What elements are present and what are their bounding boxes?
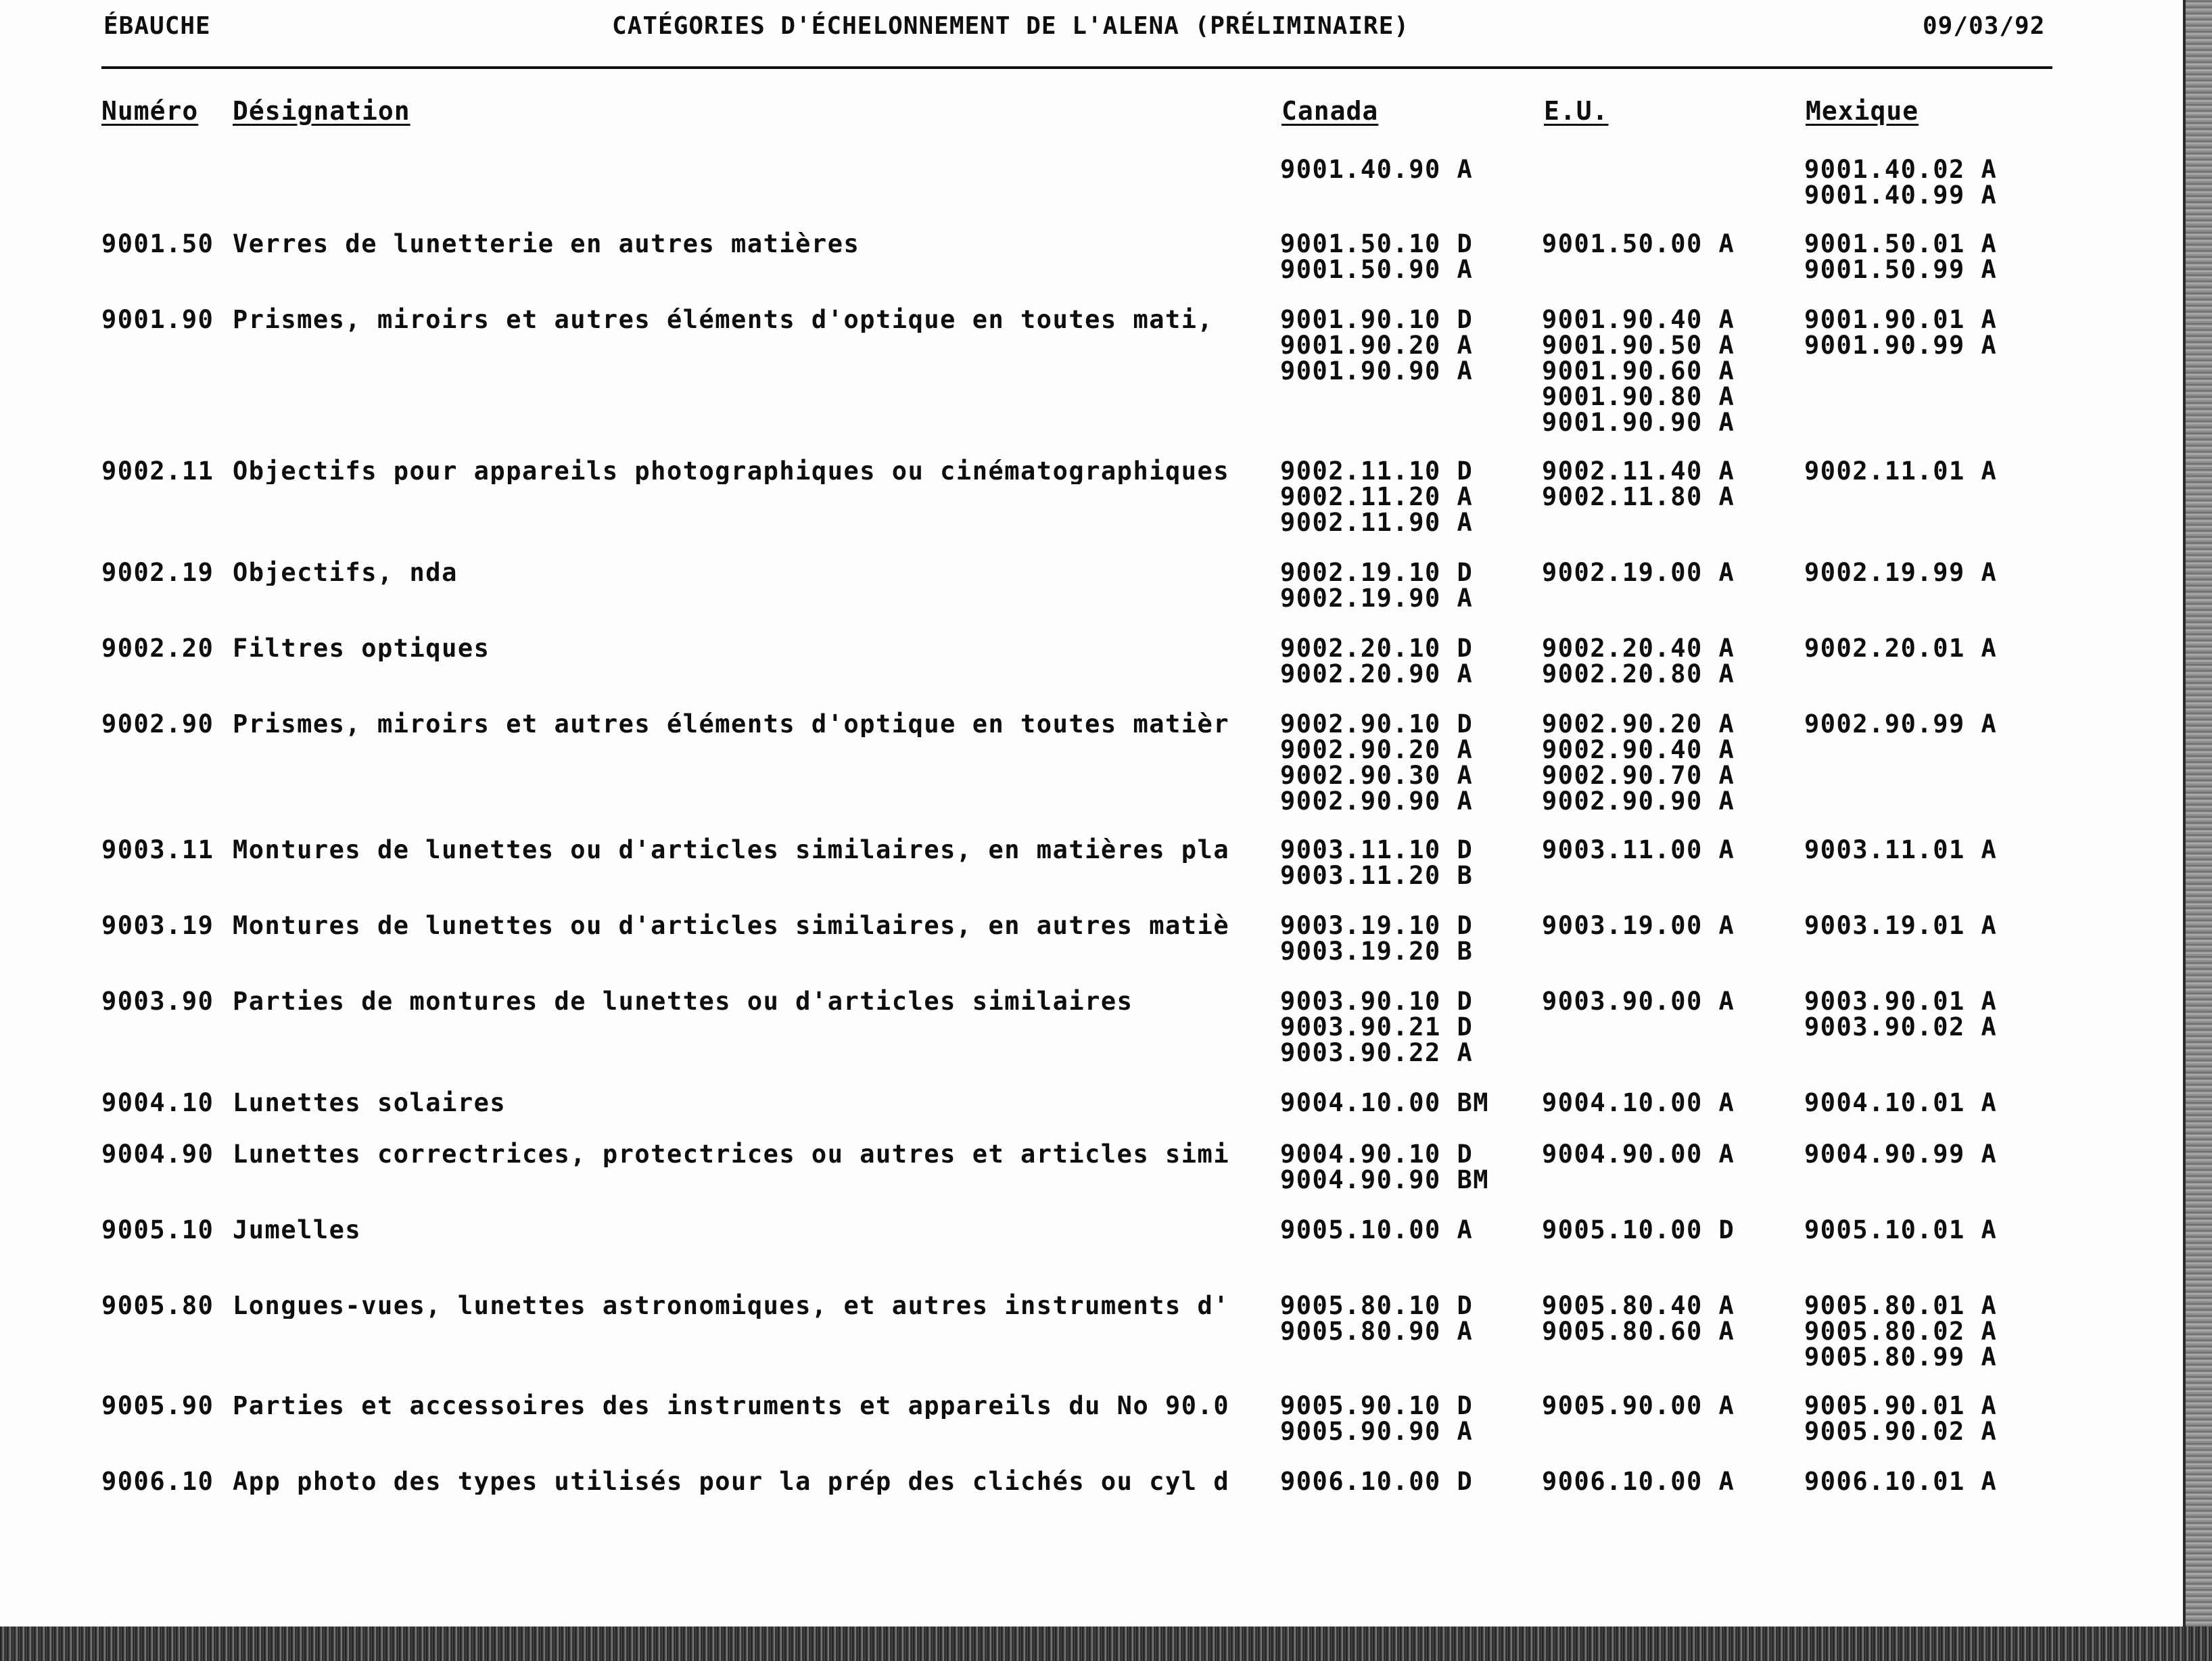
tariff-code: 9005.80.90 A bbox=[1280, 1317, 1474, 1346]
tariff-code: 9003.90.10 D bbox=[1280, 987, 1474, 1016]
mexique-codes bbox=[1804, 837, 1997, 863]
eu-codes bbox=[1542, 711, 1735, 814]
row-designation: Prismes, miroirs et autres éléments d'optique en toutes mati, bbox=[233, 307, 1214, 333]
tariff-code: 9005.90.02 A bbox=[1804, 1417, 1998, 1446]
tariff-code: 9001.90.80 A bbox=[1542, 382, 1735, 411]
scan-edge-bottom bbox=[0, 1627, 2212, 1661]
document-date: 09/03/92 bbox=[1923, 12, 2046, 40]
tariff-code: 9003.19.10 D bbox=[1280, 911, 1474, 940]
mexique-codes bbox=[1804, 1217, 1997, 1243]
row-numero: 9004.10 bbox=[101, 1088, 214, 1117]
row-numero: 9002.19 bbox=[101, 558, 214, 587]
tariff-code: 9005.90.10 D bbox=[1280, 1391, 1474, 1420]
tariff-code: 9001.90.60 A bbox=[1542, 356, 1735, 385]
eu-codes bbox=[1542, 837, 1735, 863]
canada-codes bbox=[1280, 560, 1473, 611]
tariff-code: 9002.11.01 A bbox=[1804, 457, 1998, 486]
column-header-designation: Désignation bbox=[233, 96, 410, 126]
row-numero: 9005.10 bbox=[101, 1215, 214, 1244]
page-title: CATÉGORIES D'ÉCHELONNEMENT DE L'ALENA (PRÉLIMINAIRE) bbox=[612, 12, 1410, 40]
tariff-code: 9002.11.80 A bbox=[1542, 482, 1735, 511]
row-numero: 9003.19 bbox=[101, 911, 214, 940]
row-numero: 9004.90 bbox=[101, 1140, 214, 1169]
row-designation: Filtres optiques bbox=[233, 636, 490, 661]
canada-codes bbox=[1280, 1469, 1473, 1495]
header-rule bbox=[101, 66, 2052, 69]
mexique-codes bbox=[1804, 1469, 1997, 1495]
tariff-code: 9005.90.01 A bbox=[1804, 1391, 1998, 1420]
tariff-code: 9002.90.90 A bbox=[1280, 787, 1474, 816]
column-header-mexique: Mexique bbox=[1806, 96, 1919, 126]
tariff-code: 9005.80.40 A bbox=[1542, 1291, 1735, 1320]
mexique-codes bbox=[1804, 1090, 1997, 1116]
tariff-code: 9005.80.01 A bbox=[1804, 1291, 1998, 1320]
tariff-code: 9005.10.01 A bbox=[1804, 1215, 1998, 1244]
row-numero: 9001.90 bbox=[101, 305, 214, 334]
eu-codes bbox=[1542, 307, 1735, 436]
tariff-code: 9003.11.01 A bbox=[1804, 835, 1998, 864]
tariff-code: 9005.90.90 A bbox=[1280, 1417, 1474, 1446]
row-designation: Prismes, miroirs et autres éléments d'optique en toutes matièr bbox=[233, 711, 1230, 737]
tariff-code: 9002.90.70 A bbox=[1542, 761, 1735, 790]
eu-codes bbox=[1542, 1293, 1735, 1344]
tariff-code: 9002.20.80 A bbox=[1542, 659, 1735, 688]
scan-edge-right bbox=[2186, 0, 2212, 1661]
row-designation: Parties et accessoires des instruments et appareils du No 90.0 bbox=[233, 1393, 1230, 1419]
tariff-code: 9004.10.01 A bbox=[1804, 1088, 1998, 1117]
eu-codes bbox=[1542, 913, 1735, 939]
canada-codes bbox=[1280, 989, 1473, 1066]
tariff-code: 9001.40.99 A bbox=[1804, 181, 1998, 210]
tariff-code: 9002.11.40 A bbox=[1542, 457, 1735, 486]
row-numero: 9005.80 bbox=[101, 1291, 214, 1320]
tariff-code: 9003.11.00 A bbox=[1542, 835, 1735, 864]
eu-codes bbox=[1542, 560, 1735, 586]
eu-codes bbox=[1542, 1217, 1735, 1243]
tariff-code: 9001.50.00 A bbox=[1542, 229, 1735, 258]
tariff-code: 9002.11.90 A bbox=[1280, 508, 1474, 537]
row-designation: Objectifs pour appareils photographiques ou cinématographiques bbox=[233, 459, 1230, 484]
tariff-code: 9003.11.10 D bbox=[1280, 835, 1474, 864]
tariff-code: 9005.90.00 A bbox=[1542, 1391, 1735, 1420]
tariff-code: 9002.19.00 A bbox=[1542, 558, 1735, 587]
tariff-code: 9006.10.00 A bbox=[1542, 1467, 1735, 1496]
canada-codes bbox=[1280, 711, 1473, 814]
tariff-code: 9001.90.10 D bbox=[1280, 305, 1474, 334]
tariff-code: 9001.90.99 A bbox=[1804, 331, 1998, 360]
canada-codes bbox=[1280, 1393, 1473, 1445]
canada-codes bbox=[1280, 913, 1473, 964]
eu-codes bbox=[1542, 231, 1735, 257]
tariff-code: 9006.10.01 A bbox=[1804, 1467, 1998, 1496]
row-designation: Longues-vues, lunettes astronomiques, et autres instruments d' bbox=[233, 1293, 1230, 1319]
tariff-code: 9006.10.00 D bbox=[1280, 1467, 1474, 1496]
eu-codes bbox=[1542, 636, 1735, 687]
eu-codes bbox=[1542, 989, 1735, 1014]
canada-codes bbox=[1280, 231, 1473, 283]
eu-codes bbox=[1542, 1393, 1735, 1419]
tariff-code: 9002.20.01 A bbox=[1804, 634, 1998, 663]
column-header-numero: Numéro bbox=[101, 96, 199, 126]
eu-codes bbox=[1542, 459, 1735, 510]
row-designation: Parties de montures de lunettes ou d'articles similaires bbox=[233, 989, 1133, 1014]
mexique-codes bbox=[1804, 636, 1997, 661]
tariff-code: 9005.80.60 A bbox=[1542, 1317, 1735, 1346]
tariff-code: 9002.20.40 A bbox=[1542, 634, 1735, 663]
row-numero: 9003.11 bbox=[101, 835, 214, 864]
tariff-code: 9002.11.20 A bbox=[1280, 482, 1474, 511]
canada-codes bbox=[1280, 459, 1473, 536]
mexique-codes bbox=[1804, 157, 1997, 208]
tariff-code: 9001.50.01 A bbox=[1804, 229, 1998, 258]
canada-codes bbox=[1280, 636, 1473, 687]
mexique-codes bbox=[1804, 1393, 1997, 1445]
mexique-codes bbox=[1804, 307, 1997, 358]
tariff-code: 9003.19.00 A bbox=[1542, 911, 1735, 940]
draft-label: ÉBAUCHE bbox=[103, 12, 211, 40]
mexique-codes bbox=[1804, 989, 1997, 1040]
row-designation: Lunettes correctrices, protectrices ou autres et articles simi bbox=[233, 1142, 1230, 1167]
tariff-code: 9005.10.00 A bbox=[1280, 1215, 1474, 1244]
tariff-code: 9002.11.10 D bbox=[1280, 457, 1474, 486]
tariff-code: 9001.40.90 A bbox=[1280, 155, 1474, 184]
tariff-code: 9002.90.20 A bbox=[1280, 735, 1474, 764]
row-designation: Jumelles bbox=[233, 1217, 362, 1243]
row-designation: Verres de lunetterie en autres matières bbox=[233, 231, 860, 257]
tariff-code: 9002.19.10 D bbox=[1280, 558, 1474, 587]
tariff-code: 9002.20.10 D bbox=[1280, 634, 1474, 663]
row-designation: Montures de lunettes ou d'articles similaires, en autres matiè bbox=[233, 913, 1230, 939]
row-numero: 9001.50 bbox=[101, 229, 214, 258]
tariff-code: 9002.90.30 A bbox=[1280, 761, 1474, 790]
tariff-code: 9002.19.99 A bbox=[1804, 558, 1998, 587]
tariff-code: 9002.20.90 A bbox=[1280, 659, 1474, 688]
tariff-code: 9002.90.90 A bbox=[1542, 787, 1735, 816]
row-designation: Lunettes solaires bbox=[233, 1090, 507, 1116]
canada-codes bbox=[1280, 1090, 1489, 1116]
mexique-codes bbox=[1804, 1293, 1997, 1370]
tariff-code: 9001.90.40 A bbox=[1542, 305, 1735, 334]
canada-codes bbox=[1280, 837, 1473, 889]
row-numero: 9006.10 bbox=[101, 1467, 214, 1496]
tariff-code: 9002.90.20 A bbox=[1542, 709, 1735, 739]
tariff-code: 9001.50.99 A bbox=[1804, 255, 1998, 284]
tariff-code: 9001.90.01 A bbox=[1804, 305, 1998, 334]
row-designation: App photo des types utilisés pour la prép des clichés ou cyl d bbox=[233, 1469, 1230, 1495]
tariff-code: 9004.90.00 A bbox=[1542, 1140, 1735, 1169]
column-header-eu: E.U. bbox=[1544, 96, 1609, 126]
row-numero: 9003.90 bbox=[101, 987, 214, 1016]
tariff-code: 9003.19.01 A bbox=[1804, 911, 1998, 940]
canada-codes bbox=[1280, 307, 1473, 384]
mexique-codes bbox=[1804, 1142, 1997, 1167]
mexique-codes bbox=[1804, 560, 1997, 586]
mexique-codes bbox=[1804, 711, 1997, 737]
tariff-code: 9001.90.90 A bbox=[1280, 356, 1474, 385]
tariff-code: 9001.90.90 A bbox=[1542, 408, 1735, 437]
tariff-code: 9003.90.02 A bbox=[1804, 1012, 1998, 1042]
tariff-code: 9005.80.10 D bbox=[1280, 1291, 1474, 1320]
tariff-code: 9003.90.21 D bbox=[1280, 1012, 1474, 1042]
mexique-codes bbox=[1804, 913, 1997, 939]
column-header-canada: Canada bbox=[1281, 96, 1379, 126]
tariff-code: 9005.80.02 A bbox=[1804, 1317, 1998, 1346]
tariff-code: 9002.19.90 A bbox=[1280, 584, 1474, 613]
mexique-codes bbox=[1804, 231, 1997, 283]
row-numero: 9002.20 bbox=[101, 634, 214, 663]
tariff-code: 9003.19.20 B bbox=[1280, 937, 1474, 966]
row-numero: 9002.11 bbox=[101, 457, 214, 486]
tariff-code: 9004.10.00 A bbox=[1542, 1088, 1735, 1117]
tariff-code: 9004.90.10 D bbox=[1280, 1140, 1474, 1169]
tariff-code: 9005.10.00 D bbox=[1542, 1215, 1735, 1244]
eu-codes bbox=[1542, 1142, 1735, 1167]
tariff-code: 9005.80.99 A bbox=[1804, 1342, 1998, 1372]
tariff-code: 9003.90.22 A bbox=[1280, 1038, 1474, 1067]
row-designation: Montures de lunettes ou d'articles similaires, en matières pla bbox=[233, 837, 1230, 863]
canada-codes bbox=[1280, 157, 1473, 183]
tariff-code: 9001.90.50 A bbox=[1542, 331, 1735, 360]
tariff-code: 9001.90.20 A bbox=[1280, 331, 1474, 360]
tariff-code: 9003.90.00 A bbox=[1542, 987, 1735, 1016]
tariff-code: 9004.10.00 BM bbox=[1280, 1088, 1490, 1117]
tariff-code: 9001.50.10 D bbox=[1280, 229, 1474, 258]
tariff-code: 9002.90.10 D bbox=[1280, 709, 1474, 739]
tariff-code: 9002.90.99 A bbox=[1804, 709, 1998, 739]
tariff-code: 9004.90.99 A bbox=[1804, 1140, 1998, 1169]
mexique-codes bbox=[1804, 459, 1997, 484]
tariff-code: 9001.40.02 A bbox=[1804, 155, 1998, 184]
canada-codes bbox=[1280, 1217, 1473, 1243]
row-numero: 9002.90 bbox=[101, 709, 214, 739]
tariff-code: 9001.50.90 A bbox=[1280, 255, 1474, 284]
tariff-code: 9004.90.90 BM bbox=[1280, 1165, 1490, 1194]
eu-codes bbox=[1542, 1469, 1735, 1495]
row-numero: 9005.90 bbox=[101, 1391, 214, 1420]
tariff-code: 9003.90.01 A bbox=[1804, 987, 1998, 1016]
canada-codes bbox=[1280, 1142, 1489, 1193]
tariff-code: 9003.11.20 B bbox=[1280, 861, 1474, 890]
row-designation: Objectifs, nda bbox=[233, 560, 458, 586]
tariff-code: 9002.90.40 A bbox=[1542, 735, 1735, 764]
eu-codes bbox=[1542, 1090, 1735, 1116]
canada-codes bbox=[1280, 1293, 1473, 1344]
